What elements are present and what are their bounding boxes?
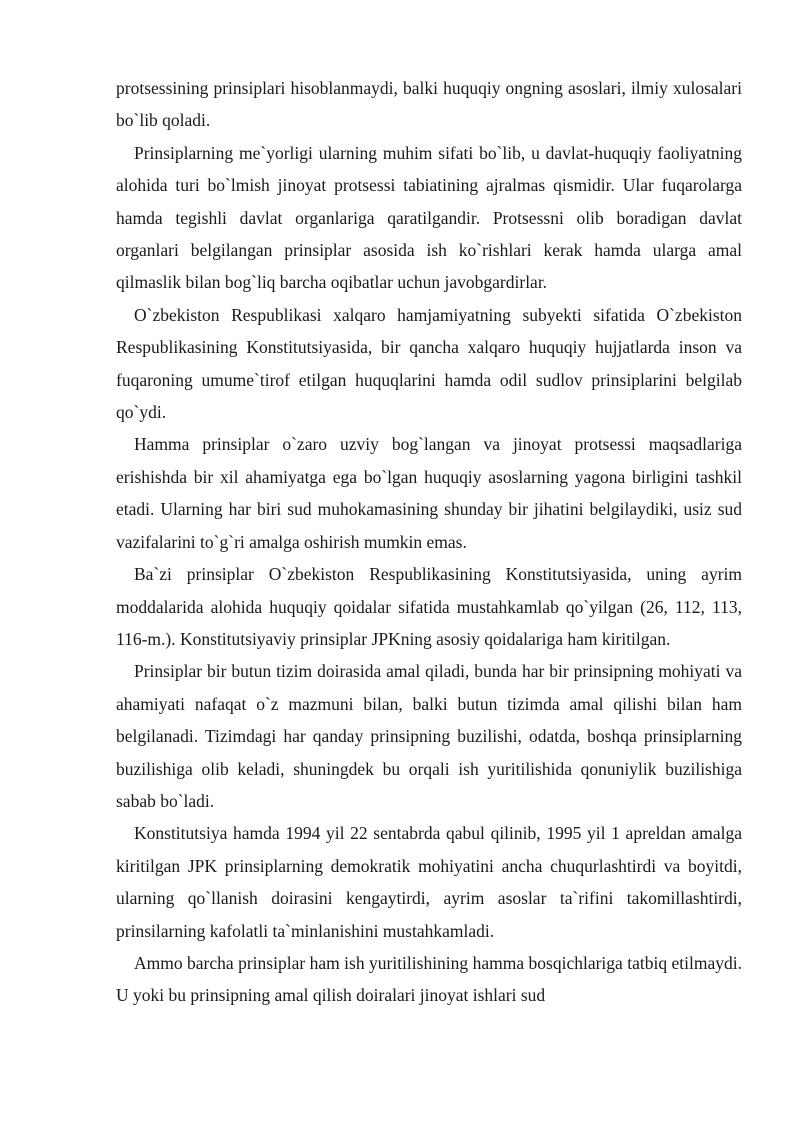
document-page — [116, 72, 742, 1012]
paragraph-constitutional: Ba`zi prinsiplar O`zbekiston Respublikasining Konstitutsiyasida, uning ayrim moddalarida alohida huquqiy qoidalar sifatida mustahkamlab qo`yilgan (26, 112, 113, 116-m.). Konstitutsiyaviy prinsiplar JPKning asosiy qoidalariga ham kiritilgan. — [116, 564, 742, 649]
paragraph-system: Prinsiplar bir butun tizim doirasida amal qiladi, bunda har bir prinsipning mohiyati va ahamiyati nafaqat o`z mazmuni bilan, balki butun tizimda amal qilishi bilan ham belgilanadi. Tizimdagi har qanday prinsipning buzilishi, odatda, boshqa prinsiplarning buzilishiga olib keladi, shuningdek bu orqali ish yuritilishida qonuniylik buzilishiga sabab bo`ladi. — [116, 661, 742, 811]
paragraph-continued: protsessining prinsiplari hisoblanmaydi, balki huquqiy ongning asoslari, ilmiy xulosalari bo`lib qoladi. — [116, 78, 742, 131]
paragraph-code-1994: Konstitutsiya hamda 1994 yil 22 sentabrda qabul qilinib, 1995 yil 1 apreldan amalga kiritilgan JPK prinsiplarning demokratik mohiyatini ancha chuqurlashtirdi va boyitdi, ularning qo`llanish doirasini kengaytirdi, ayrim asoslar ta`rifini takomillashtirdi, prinsilarning kafolatli ta`minlanishini mustahkamladi. — [116, 823, 742, 941]
paragraph-application: Ammo barcha prinsiplar ham ish yuritilishining hamma bosqichlariga tatbiq etilmaydi. U yoki bu prinsipning amal qilish doiralari jinoyat ishlari sud — [116, 952, 742, 1006]
paragraph-international: O`zbekiston Respublikasi xalqaro hamjamiyatning subyekti sifatida O`zbekiston Respublikasining Konstitutsiyasida, bir qancha xalqaro huquqiy hujjatlarda inson va fuqaroning umume`tirof etilgan huquqlarini hamda odil sudlov prinsiplarini belgilab qo`ydi. — [116, 304, 742, 423]
paragraph-normativity: Prinsiplarning me`yorligi ularning muhim sifati bo`lib, u davlat-huquqiy faoliyatning alohida turi bo`lmish jinoyat protsessi tabiatining ajralmas qismidir. Ular fuqarolarga hamda tegishli davlat organlariga qaratilgandir. Protsessni olib boradigan davlat organlari belgilangan prinsiplar asosida ish ko`rishlari kerak hamda ularga amal qilmaslik bilan bog`liq barcha oqibatlar uchun javobgardirlar. — [116, 142, 742, 293]
paragraph-unity: Hamma prinsiplar o`zaro uzviy bog`langan va jinoyat protsessi maqsadlariga erishishda bir xil ahamiyatga ega bo`lgan huquqiy asoslarning yagona birligini tashkil etadi. Ularning har biri sud muhokamasining shunday bir jihatini belgilaydiki, usiz sud vazifalarini to`g`ri amalga oshirish mumkin emas. — [116, 434, 742, 552]
